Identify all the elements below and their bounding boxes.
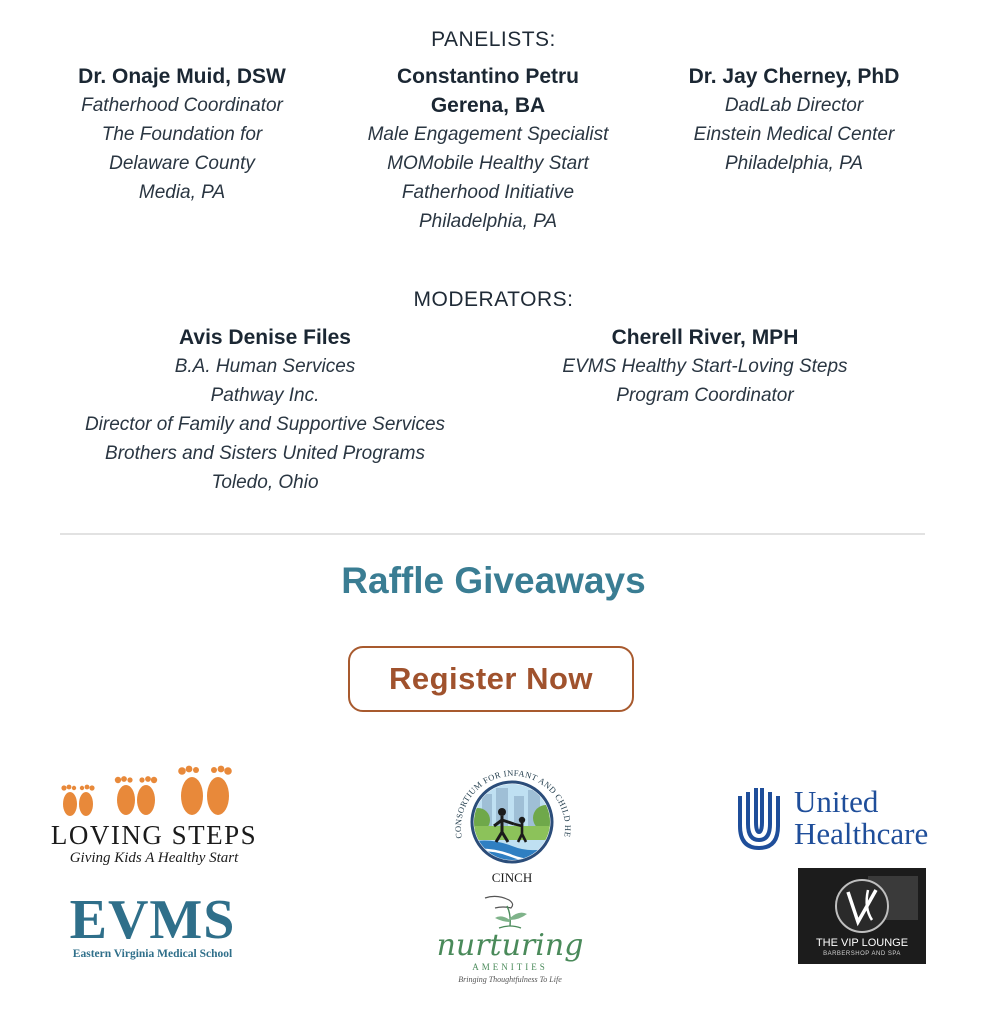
panelist-detail: Media, PA (138, 182, 226, 203)
panelist-name: Constantino Petru (397, 65, 579, 88)
panelist-card-cherney (644, 62, 944, 178)
evms-subtitle: Eastern Virginia Medical School (72, 948, 233, 960)
panelist-detail: Fatherhood Initiative (401, 182, 575, 203)
panelist-detail: DadLab Director (724, 95, 864, 116)
moderator-name: Cherell River, MPH (611, 326, 799, 349)
nurturing-subtitle: AMENITIES (472, 962, 548, 972)
panelist-card-muid (32, 62, 332, 207)
panelist-detail: Male Engagement Specialist (367, 124, 609, 145)
cinch-arc-text: CONSORTIUM FOR INFANT AND CHILD HE (452, 767, 574, 840)
moderator-detail: Brothers and Sisters United Programs (105, 443, 425, 464)
register-now-button[interactable]: Register Now (348, 646, 634, 712)
panelist-name: Dr. Onaje Muid, DSW (78, 65, 286, 88)
cinch-short-name: CINCH (491, 870, 533, 885)
vip-lounge-emblem-icon (798, 868, 926, 964)
moderator-name: Avis Denise Files (179, 326, 351, 349)
moderator-detail: B.A. Human Services (174, 356, 356, 377)
loving-steps-tagline: Giving Kids A Healthy Start (69, 850, 239, 866)
panelist-name: Gerena, BA (430, 94, 546, 117)
raffle-heading: Raffle Giveaways (341, 560, 646, 601)
united-healthcare-line1: United (794, 784, 879, 819)
nurturing-amenities-logo (415, 892, 605, 988)
vip-lounge-logo (798, 868, 926, 964)
vip-lounge-subtitle: BARBERSHOP AND SPA (823, 951, 901, 957)
moderator-detail: Program Coordinator (616, 385, 794, 406)
panelist-detail: Delaware County (109, 153, 255, 174)
panelist-detail: MOMobile Healthy Start (387, 153, 589, 174)
panelist-detail: Fatherhood Coordinator (81, 95, 283, 116)
panelist-detail: Philadelphia, PA (418, 211, 558, 232)
evms-title: EVMS (69, 889, 236, 951)
moderator-detail: Pathway Inc. (210, 385, 320, 406)
moderator-detail: EVMS Healthy Start-Loving Steps (562, 356, 848, 377)
loving-steps-title: LOVING STEPS (50, 820, 258, 850)
panelist-name: Dr. Jay Cherney, PhD (688, 65, 900, 88)
cinch-logo (442, 760, 582, 890)
nurturing-title: nurturing (436, 928, 584, 963)
moderator-card-river (530, 323, 880, 410)
united-healthcare-u-icon (738, 788, 780, 850)
moderators-heading: MODERATORS: (413, 288, 574, 311)
moderator-card-files (40, 323, 490, 497)
united-healthcare-logo (738, 786, 950, 852)
nurturing-tagline: Bringing Thoughtfulness To Life (458, 975, 562, 984)
panelist-card-gerena (338, 62, 638, 236)
panelist-detail: The Foundation for (101, 124, 263, 145)
panelist-detail: Philadelphia, PA (724, 153, 864, 174)
panelists-heading: PANELISTS: (431, 28, 556, 51)
moderator-detail: Director of Family and Supportive Services (84, 414, 446, 435)
section-divider (60, 533, 925, 535)
panelist-detail: Einstein Medical Center (693, 124, 895, 145)
footprints-icon (38, 760, 270, 822)
united-healthcare-line2: Healthcare (794, 816, 929, 851)
cinch-emblem-icon (442, 760, 582, 872)
moderator-detail: Toledo, Ohio (211, 472, 319, 493)
evms-logo (50, 890, 255, 966)
vip-lounge-title: THE VIP LOUNGE (815, 937, 909, 949)
loving-steps-logo (38, 760, 270, 872)
